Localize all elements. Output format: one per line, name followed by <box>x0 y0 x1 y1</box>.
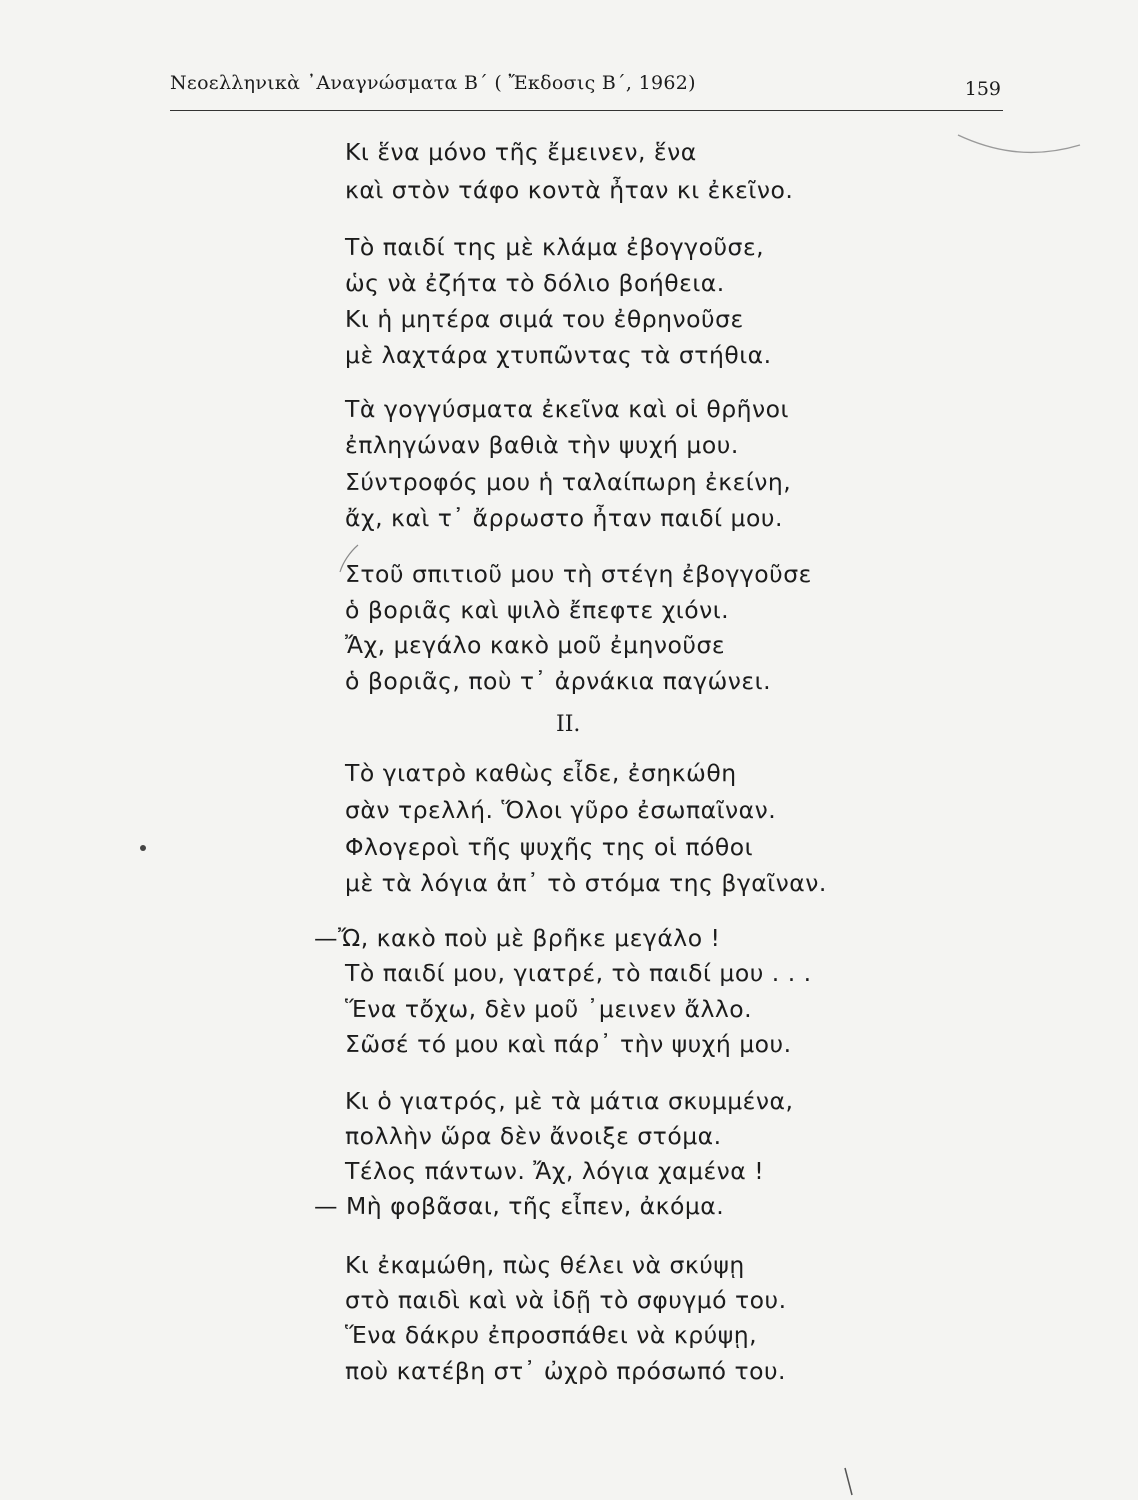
verse-line: Τὸ γιατρὸ καθὼς εἶδε, ἐσηκώθη <box>345 759 737 787</box>
verse-line: —Ὤ, κακὸ ποὺ μὲ βρῆκε μεγάλο ! <box>314 924 721 952</box>
verse-line: Ἄχ, μεγάλο κακὸ μοῦ ἐμηνοῦσε <box>345 631 726 659</box>
verse-line: στὸ παιδὶ καὶ νὰ ἰδῇ τὸ σφυγμό του. <box>345 1286 787 1314</box>
verse-line: Τὰ γογγύσματα ἐκεῖνα καὶ οἱ θρῆνοι <box>345 395 789 423</box>
verse-line: Σύντροφός μου ἡ ταλαίπωρη ἐκείνη, <box>345 468 792 496</box>
verse-line: Κι ἐκαμώθη, πὼς θέλει νὰ σκύψῃ <box>345 1251 745 1279</box>
verse-line: ἄχ, καὶ τ᾿ ἄρρωστο ἦταν παιδί μου. <box>345 504 783 532</box>
verse-line: Κι ἕνα μόνο τῆς ἔμεινεν, ἕνα <box>345 138 697 166</box>
verse-line: Σῶσέ τό μου καὶ πάρ᾿ τὴν ψυχή μου. <box>345 1030 792 1058</box>
page-number: 159 <box>964 78 1001 100</box>
verse-line: Τὸ παιδί της μὲ κλάμα ἐβογγοῦσε, <box>345 233 765 261</box>
verse-line: ὡς νὰ ἐζήτα τὸ δόλιο βοήθεια. <box>345 269 725 297</box>
verse-line: Τέλος πάντων. Ἄχ, λόγια χαμένα ! <box>345 1157 765 1185</box>
verse-line: Κι ἡ μητέρα σιμά του ἐθρηνοῦσε <box>345 305 744 333</box>
verse-line: ὁ βοριᾶς, ποὺ τ᾿ ἀρνάκια παγώνει. <box>345 667 772 695</box>
verse-line: ὁ βοριᾶς καὶ ψιλὸ ἔπεφτε χιόνι. <box>345 596 730 624</box>
verse-line: πολλὴν ὥρα δὲν ἄνοιξε στόμα. <box>345 1122 722 1150</box>
verse-line: Τὸ παιδί μου, γιατρέ, τὸ παιδί μου . . . <box>345 959 812 987</box>
verse-line: σὰν τρελλή. Ὅλοι γῦρο ἐσωπαῖναν. <box>345 796 777 824</box>
verse-line: Ἕνα δάκρυ ἐπροσπάθει νὰ κρύψῃ, <box>345 1321 758 1349</box>
section-number: II. <box>556 712 581 737</box>
verse-line: — Μὴ φοβᾶσαι, τῆς εἶπεν, ἀκόμα. <box>314 1192 725 1220</box>
verse-line: Ἕνα τὄχω, δὲν μοῦ ᾿μεινεν ἄλλο. <box>345 995 753 1023</box>
header-title: Νεοελληνικὰ ᾿Αναγνώσματα Β΄ ( Ἔκδοσις Β΄, 1962) <box>170 72 696 94</box>
verse-line: ποὺ κατέβη στ᾿ ὠχρὸ πρόσωπό του. <box>345 1357 787 1385</box>
verse-line: μὲ λαχτάρα χτυπῶντας τὰ στήθια. <box>345 341 772 369</box>
verse-line: Στοῦ σπιτιοῦ μου τὴ στέγη ἐβογγοῦσε <box>345 560 812 588</box>
verse-line: Κι ὁ γιατρός, μὲ τὰ μάτια σκυμμένα, <box>345 1087 794 1115</box>
verse-line: καὶ στὸν τάφο κοντὰ ἦταν κι ἐκεῖνο. <box>345 176 794 204</box>
verse-line: ἐπληγώναν βαθιὰ τὴν ψυχή μου. <box>345 431 739 459</box>
verse-line: Φλογεροὶ τῆς ψυχῆς της οἱ πόθοι <box>345 833 754 861</box>
verse-line: μὲ τὰ λόγια ἀπ᾿ τὸ στόμα της βγαῖναν. <box>345 869 827 897</box>
